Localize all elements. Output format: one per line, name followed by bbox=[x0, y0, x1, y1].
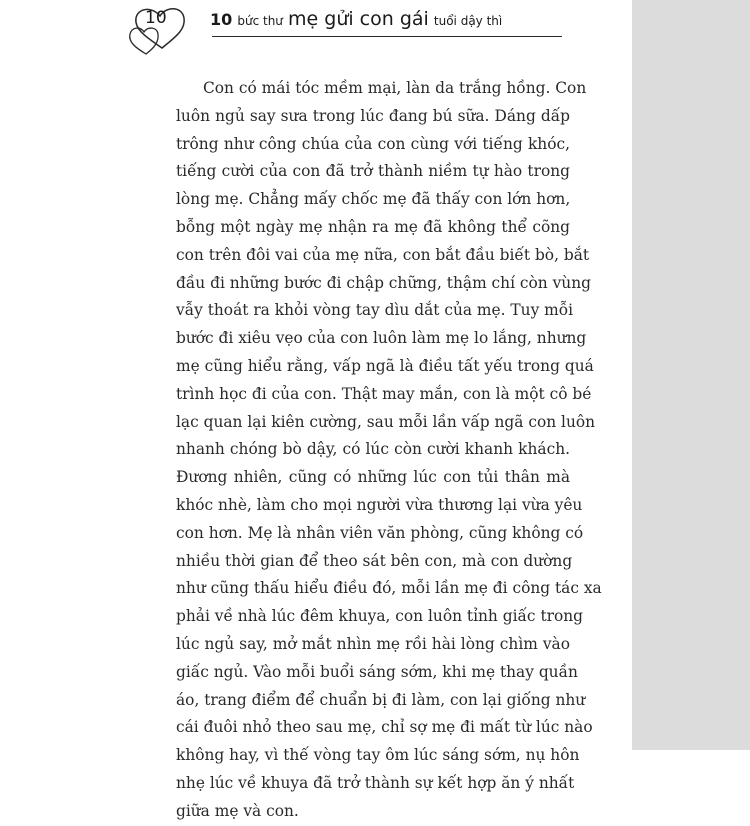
text-line: tiếng cười của con đã trở thành niềm tự hào trong bbox=[176, 162, 570, 181]
header-title-part3: tuổi dậy thì bbox=[433, 14, 503, 28]
text-line: vẫy thoát ra khỏi vòng tay dìu dắt của mẹ. Tuy mỗi bbox=[176, 301, 574, 320]
text-line: lạc quan lại kiên cường, sau mỗi lần vấp ngã con luôn bbox=[176, 412, 596, 431]
body-paragraph bbox=[176, 75, 602, 826]
text-line: như cũng thấu hiểu điều đó, mỗi lần mẹ đi công tác xa bbox=[176, 579, 602, 598]
page-number: 10 bbox=[145, 8, 167, 28]
text-line: khóc nhè, làm cho mọi người vừa thương lại vừa yêu bbox=[176, 495, 583, 514]
text-line: đầu đi những bước đi chập chững, thậm chí còn vùng bbox=[176, 273, 591, 292]
text-line: giấc ngủ. Vào mỗi buổi sáng sớm, khi mẹ thay quần bbox=[176, 662, 578, 681]
text-line: cái đuôi nhỏ theo sau mẹ, chỉ sợ mẹ đi mất từ lúc nào bbox=[176, 718, 593, 737]
header-title-part2: mẹ gửi con gái bbox=[288, 8, 429, 30]
text-line: áo, trang điểm để chuẩn bị đi làm, con lại giống như bbox=[176, 690, 586, 709]
text-line: Đương nhiên, cũng có những lúc con tủi thân mà bbox=[176, 468, 570, 487]
text-line: lòng mẹ. Chẳng mấy chốc mẹ đã thấy con lớn hơn, bbox=[176, 190, 571, 209]
book-page bbox=[118, 0, 632, 820]
text-line: bước đi xiêu vẹo của con luôn làm mẹ lo lắng, nhưng bbox=[176, 329, 587, 348]
text-line: trông như công chúa của con cùng với tiếng khóc, bbox=[176, 134, 570, 153]
header-title-part1: bức thư bbox=[237, 14, 283, 28]
running-header bbox=[118, 0, 632, 60]
header-title bbox=[210, 8, 502, 30]
text-line: nhiều thời gian để theo sát bên con, mà con dường bbox=[176, 551, 573, 570]
text-line: bỗng một ngày mẹ nhận ra mẹ đã không thể cõng bbox=[176, 217, 570, 236]
text-line: trình học đi của con. Thật may mắn, con là một cô bé bbox=[176, 384, 592, 403]
text-line: con trên đôi vai của mẹ nữa, con bắt đầu biết bò, bắt bbox=[176, 245, 590, 264]
text-line: phải về nhà lúc đêm khuya, con luôn tỉnh giấc trong bbox=[176, 607, 584, 626]
page-edge-shadow bbox=[632, 0, 750, 750]
text-line: luôn ngủ say sưa trong lúc đang bú sữa. Dáng dấp bbox=[176, 106, 570, 125]
text-line: giữa mẹ và con. bbox=[176, 801, 299, 820]
text-line: nhanh chóng bò dậy, có lúc còn cười khanh khách. bbox=[176, 440, 570, 459]
text-line: mẹ cũng hiểu rằng, vấp ngã là điều tất yếu trong quá bbox=[176, 356, 594, 375]
text-line: nhẹ lúc về khuya đã trở thành sự kết hợp ăn ý nhất bbox=[176, 773, 575, 792]
header-title-number: 10 bbox=[210, 10, 233, 29]
text-line: không hay, vì thế vòng tay ôm lúc sáng sớm, nụ hôn bbox=[176, 746, 580, 765]
text-line: lúc ngủ say, mở mắt nhìn mẹ rồi hài lòng chìm vào bbox=[176, 634, 570, 653]
text-line: con hơn. Mẹ là nhân viên văn phòng, cũng không có bbox=[176, 523, 584, 542]
text-line: Con có mái tóc mềm mại, làn da trắng hồng. Con bbox=[203, 79, 587, 97]
header-rule bbox=[212, 36, 562, 37]
